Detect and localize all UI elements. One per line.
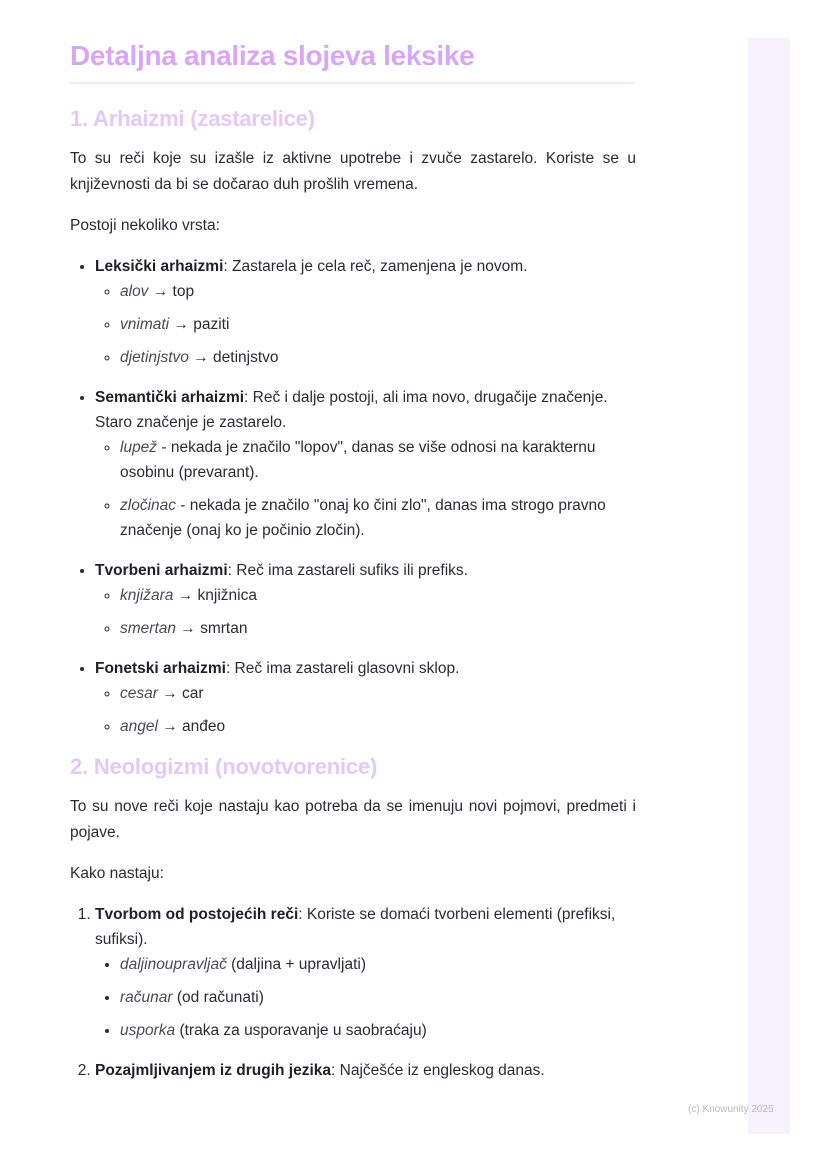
examples-list bbox=[95, 681, 636, 739]
list-item: ◦ knjižara → knjižnica bbox=[120, 583, 636, 608]
list-item: 1. Tvorbom od postojećih reči: Koriste se domaći tvorbeni elementi (prefiksi, sufiksi). • daljinoupravljač (daljina + upravljati) • računar (od računati) • usporka (traka za usporavanje u saobraćaju) bbox=[95, 902, 636, 1043]
list-item: ◦ smertan → smrtan bbox=[120, 616, 636, 641]
list-item: ◦ zločinac - nekada je značilo "onaj ko čini zlo", danas ima strogo pravno značenje (onaj ko je počinio zločin). bbox=[120, 493, 636, 543]
list-item: ◦ angel → anđeo bbox=[120, 714, 636, 739]
examples-list bbox=[95, 435, 636, 543]
section-lead-neologizmi: Kako nastaju: bbox=[70, 865, 164, 882]
section-intro-neologizmi: To su nove reči koje nastaju kao potreba da se imenuju novi pojmovi, predmeti i pojave. bbox=[70, 798, 636, 841]
list-item: • usporka (traka za usporavanje u saobraćaju) bbox=[120, 1018, 636, 1043]
list-item: ◦ alov → top bbox=[120, 279, 636, 304]
section-lead-arhaizmi: Postoji nekoliko vrsta: bbox=[70, 217, 220, 234]
section-intro-arhaizmi: To su reči koje su izašle iz aktivne upotrebe i zvuče zastarelo. Koriste se u književnosti da bi se dočarao duh prošlih vremena. bbox=[70, 150, 636, 193]
examples-list bbox=[95, 952, 636, 1043]
examples-list bbox=[95, 279, 636, 370]
examples-list bbox=[95, 583, 636, 641]
list-item: • Semantički arhaizmi: Reč i dalje postoji, ali ima novo, drugačije značenje. Staro značenje je zastarelo. ◦ lupež - nekada je značilo "lopov", danas se više odnosi na karakternu osobinu (prevarant). ◦ zločinac - nekada je značilo "onaj ko čini zlo", danas ima strogo pravno značenje (onaj ko je počinio zločin). bbox=[95, 385, 636, 543]
title-divider bbox=[70, 82, 634, 84]
page-sidebar bbox=[748, 38, 790, 1134]
neologizmi-ways-list bbox=[70, 902, 636, 1083]
document-page bbox=[70, 40, 636, 1098]
section-heading-neologizmi: 2. Neologizmi (novotvorenice) bbox=[70, 754, 378, 779]
list-item: • Fonetski arhaizmi: Reč ima zastareli glasovni sklop. ◦ cesar → car ◦ angel → anđeo bbox=[95, 656, 636, 739]
copyright-text: (c) Knowunity 2025 bbox=[688, 1104, 774, 1115]
list-item: • Tvorbeni arhaizmi: Reč ima zastareli sufiks ili prefiks. ◦ knjižara → knjižnica ◦ smertan → smrtan bbox=[95, 558, 636, 641]
list-item: 2. Pozajmljivanjem iz drugih jezika: Najčešće iz engleskog danas. bbox=[95, 1058, 636, 1083]
section-heading-arhaizmi: 1. Arhaizmi (zastarelice) bbox=[70, 106, 315, 131]
list-item: ◦ vnimati → paziti bbox=[120, 312, 636, 337]
list-item: • računar (od računati) bbox=[120, 985, 636, 1010]
list-item: ◦ lupež - nekada je značilo "lopov", danas se više odnosi na karakternu osobinu (prevarant). bbox=[120, 435, 636, 485]
list-item: • Leksički arhaizmi: Zastarela je cela reč, zamenjena je novom. ◦ alov → top ◦ vnimati → paziti ◦ djetinjstvo → detinjstvo bbox=[95, 254, 636, 370]
arhaizmi-types-list bbox=[70, 254, 636, 739]
list-item: ◦ djetinjstvo → detinjstvo bbox=[120, 345, 636, 370]
page-title: Detaljna analiza slojeva leksike bbox=[70, 40, 475, 71]
list-item: • daljinoupravljač (daljina + upravljati) bbox=[120, 952, 636, 977]
list-item: ◦ cesar → car bbox=[120, 681, 636, 706]
